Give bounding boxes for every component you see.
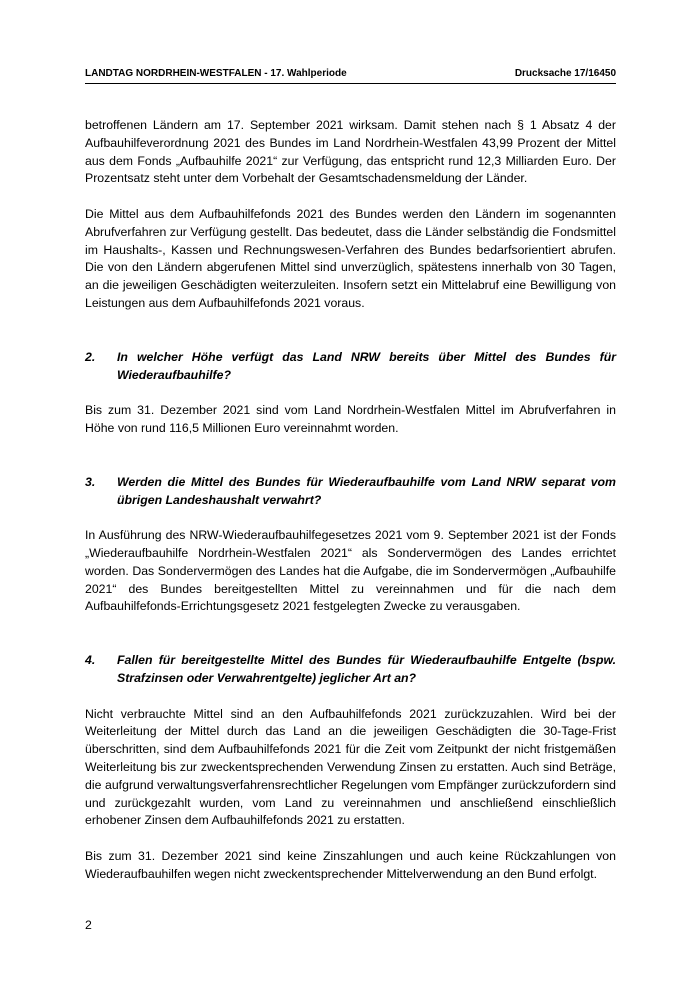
header-parliament-title: LANDTAG NORDRHEIN-WESTFALEN - 17. Wahlperiode [85,68,347,79]
answer-4-paragraph-1: Nicht verbrauchte Mittel sind an den Aufbauhilfefonds 2021 zurückzuzahlen. Wird bei der Weiterleitung der Mittel durch das Land an die jeweiligen Geschädigten die 30-Tage-Frist überschritten, sind dem Aufbauhilfefonds 2021 für die Zeit vom Zeitpunkt der nicht fristgemäßen Weiterleitung bis zur zweckentsprechenden Verwendung Zinsen zu erstatten. Auch sind Beträge, die aufgrund verwaltungsverfahrensrechtlicher Regelungen vom Empfänger zurückzufordern sind und zurückgezahlt wurden, vom Land zu vereinnahmen und anschließend einschließlich erhobener Zinsen dem Aufbauhilfefonds 2021 zu erstatten. [85,706,616,828]
answer-3: In Ausführung des NRW-Wiederaufbauhilfegesetzes 2021 vom 9. September 2021 ist der Fonds „Wiederaufbauhilfe Nordrhein-Westfalen 2021“ als Sondervermögen des Landes errichtet worden. Das Sondervermögen des Landes hat die Aufgabe, die im Sondervermögen „Aufbauhilfe 2021“ des Bundes bereitgestellten Mittel zu vereinnahmen und für die nach dem Aufbauhilfefonds-Errichtungsgesetz 2021 festgelegten Zwecke zu verausgaben. [85,528,616,614]
intro-paragraph-2: Die Mittel aus dem Aufbauhilfefonds 2021 des Bundes werden den Ländern im sogenannten Abrufverfahren zur Verfügung gestellt. Das bedeutet, dass die Länder selbständig die Fondsmittel im Haushalts-, Kassen und Rechnungswesen-Verfahren des Bundes bedarfsorientiert abrufen. Die von den Ländern abgerufenen Mittel sind unverzüglich, spätestens innerhalb von 30 Tagen, an die jeweiligen Geschädigten weiterzuleiten. Insofern setzt ein Mittelabruf eine Bewilligung von Leistungen aus dem Aufbauhilfefonds 2021 voraus. [85,206,616,310]
question-3 [85,474,616,510]
question-3-text: Werden die Mittel des Bundes für Wiederaufbauhilfe vom Land NRW separat vom übrigen Landeshaushalt verwahrt? [117,474,616,507]
page-number: 2 [85,918,92,932]
question-2-number: 2. [85,349,96,364]
answer-4-paragraph-2: Bis zum 31. Dezember 2021 sind keine Zinszahlungen und auch keine Rückzahlungen von Wiederaufbauhilfen wegen nicht zweckentsprechender Mittelverwendung an den Bund erfolgt. [85,848,616,881]
question-2-text: In welcher Höhe verfügt das Land NRW bereits über Mittel des Bundes für Wiederaufbauhilfe? [117,349,616,382]
question-4-number: 4. [85,653,96,668]
answer-2: Bis zum 31. Dezember 2021 sind vom Land Nordrhein-Westfalen Mittel im Abrufverfahren in Höhe von rund 116,5 Millionen Euro vereinnahmt worden. [85,403,616,435]
page-header [85,66,616,84]
question-3-number: 3. [85,474,96,489]
question-4 [85,652,616,688]
question-4-text: Fallen für bereitgestellte Mittel des Bundes für Wiederaufbauhilfe Entgelte (bspw. Strafzinsen oder Verwahrentgelte) jeglicher Art an? [117,653,616,685]
header-document-number: Drucksache 17/16450 [514,68,616,79]
intro-paragraph-1: betroffenen Ländern am 17. September 2021 wirksam. Damit stehen nach § 1 Absatz 4 der Aufbauhilfeverordnung 2021 des Bundes im Land Nordrhein-Westfalen 43,99 Prozent der Mittel aus dem Fonds „Aufbauhilfe 2021“ zur Verfügung, das entspricht rund 12,3 Milliarden Euro. Der Prozentsatz steht unter dem Vorbehalt der Gesamtschadensmeldung der Länder. [85,118,616,186]
page-body [85,117,616,901]
question-2 [85,349,616,385]
